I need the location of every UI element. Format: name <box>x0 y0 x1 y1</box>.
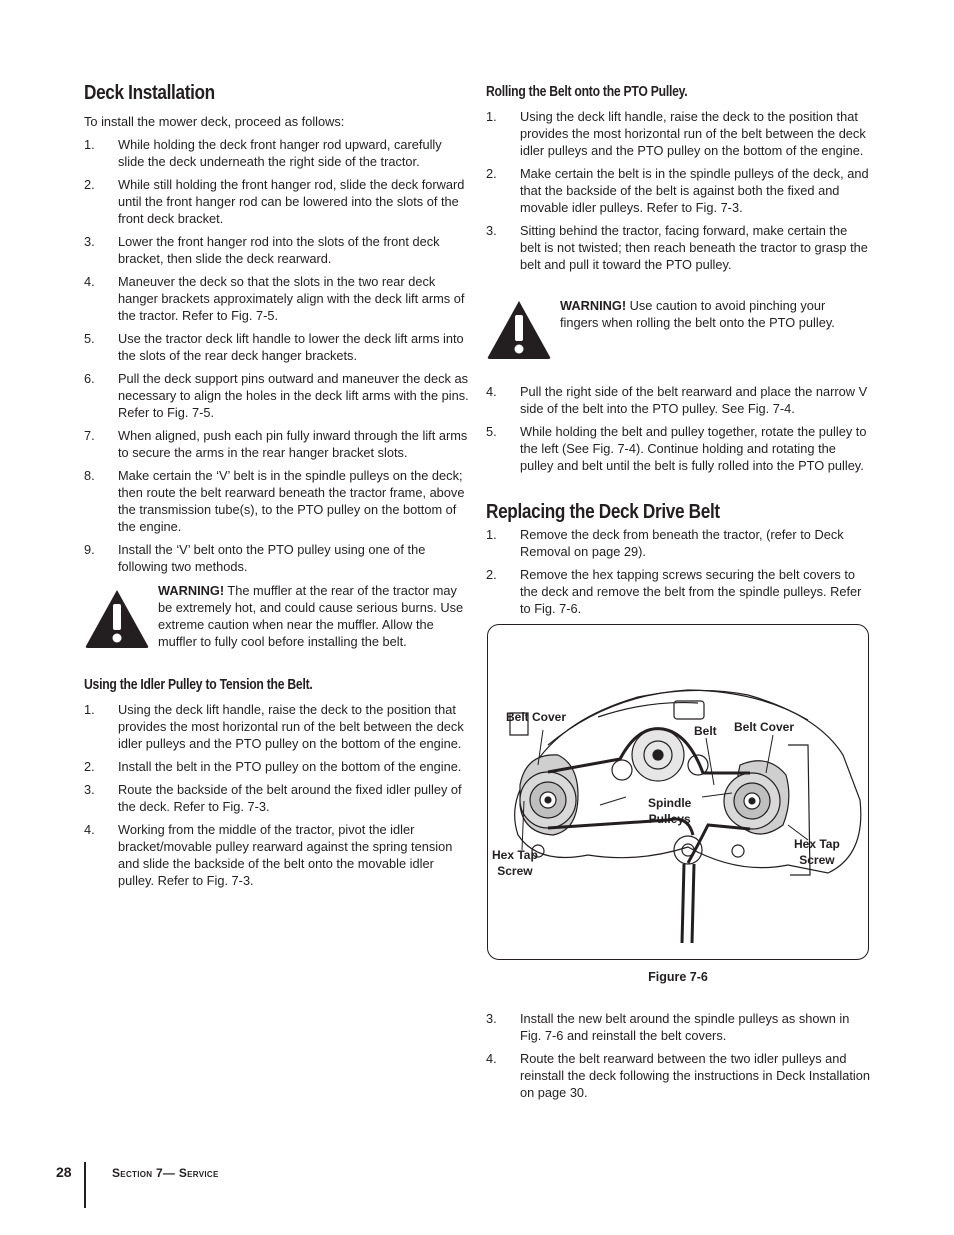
list-item <box>84 233 470 267</box>
step-number: 8. <box>84 468 95 483</box>
step-number: 4. <box>486 1051 497 1066</box>
step-text: Sitting behind the tractor, facing forward, make certain the belt is not twisted; then reach beneath the tractor to grasp the belt and pull it toward the PTO pulley. <box>520 223 868 272</box>
pinching-warning <box>486 297 870 359</box>
step-text: Maneuver the deck so that the slots in the two rear deck hanger brackets approximately align with the deck lift arms of the tractor. Refer to Fig. 7-5. <box>118 274 465 323</box>
step-number: 2. <box>486 567 497 582</box>
idler-pulley-subtitle: Using the Idler Pulley to Tension the Belt. <box>84 677 313 693</box>
step-number: 1. <box>84 137 95 152</box>
step-number: 9. <box>84 542 95 557</box>
rolling-belt-steps-a <box>486 108 870 279</box>
step-number: 4. <box>84 822 95 837</box>
step-number: 5. <box>84 331 95 346</box>
list-item <box>84 701 470 752</box>
warning-label: WARNING! <box>560 298 627 313</box>
step-number: 6. <box>84 371 95 386</box>
list-item <box>486 222 870 273</box>
label-belt-cover-left: Belt Cover <box>506 710 567 724</box>
step-number: 1. <box>486 109 497 124</box>
list-item <box>486 1050 870 1101</box>
label-hex-tap-right <box>794 836 840 868</box>
list-item <box>84 758 470 775</box>
step-text: Using the deck lift handle, raise the deck to the position that provides the most horizontal run of the belt between the deck idler pulleys and the PTO pulley on the bottom of the engine. <box>520 109 866 158</box>
step-number: 2. <box>84 759 95 774</box>
list-item <box>84 136 470 170</box>
deck-installation-steps <box>84 136 470 581</box>
list-item <box>486 1010 870 1044</box>
step-text: While holding the belt and pulley together, rotate the pulley to the left (See Fig. 7-4). Continue holding and rotating the pulley and belt until the belt is fully rolled into the PTO pulley. <box>520 424 867 473</box>
step-number: 3. <box>84 234 95 249</box>
step-number: 4. <box>486 384 497 399</box>
list-item <box>84 467 470 535</box>
list-item <box>84 781 470 815</box>
step-number: 7. <box>84 428 95 443</box>
warning-text <box>158 582 470 650</box>
list-item <box>486 165 870 216</box>
idler-pulley-steps <box>84 701 470 895</box>
step-text: Use the tractor deck lift handle to lower the deck lift arms into the slots of the rear deck hanger brackets. <box>118 331 464 363</box>
label-spindle-line2: Pulleys <box>648 812 691 826</box>
figure-7-6 <box>487 624 869 960</box>
list-item <box>486 423 870 474</box>
footer-section-title: Section 7— Service <box>112 1166 219 1180</box>
label-hex-left-line1: Hex Tap <box>492 848 538 862</box>
list-item <box>84 541 470 575</box>
step-text: While holding the deck front hanger rod upward, carefully slide the deck underneath the right side of the tractor. <box>118 137 442 169</box>
step-number: 5. <box>486 424 497 439</box>
step-text: Route the backside of the belt around the fixed idler pulley of the deck. Refer to Fig. 7-3. <box>118 782 462 814</box>
label-hex-left-line2: Screw <box>497 864 533 878</box>
step-text: Install the ‘V’ belt onto the PTO pulley using one of the following two methods. <box>118 542 426 574</box>
list-item <box>486 526 870 560</box>
warning-icon <box>84 588 150 648</box>
muffler-warning <box>84 582 470 666</box>
warning-body: The muffler at the rear of the tractor may be extremely hot, and could cause serious burns. Use extreme caution when near the muffler. Allow the muffler to fully cool before installing the belt. <box>158 583 464 649</box>
list-item <box>486 383 870 417</box>
step-number: 2. <box>486 166 497 181</box>
replacing-belt-steps-a <box>486 526 870 623</box>
warning-body: Use caution to avoid pinching your fingers when rolling the belt onto the PTO pulley. <box>560 298 835 330</box>
rolling-belt-subtitle: Rolling the Belt onto the PTO Pulley. <box>486 84 688 100</box>
list-item <box>486 566 870 617</box>
label-hex-tap-left <box>492 847 538 879</box>
list-item <box>84 427 470 461</box>
warning-label: WARNING! <box>158 583 225 598</box>
step-text: Install the belt in the PTO pulley on the bottom of the engine. <box>118 759 462 774</box>
step-text: Make certain the belt is in the spindle pulleys of the deck, and that the backside of the belt is against both the fixed and movable idler pulleys. Refer to Fig. 7-3. <box>520 166 869 215</box>
step-text: Pull the deck support pins outward and maneuver the deck as necessary to align the holes in the deck lift arms with the pins. Refer to Fig. 7-5. <box>118 371 469 420</box>
step-number: 4. <box>84 274 95 289</box>
step-text: Make certain the ‘V’ belt is in the spindle pulleys on the deck; then route the belt rearward beneath the tractor frame, above the transmission tube(s), to the PTO pulley on the bottom of the engine. <box>118 468 465 534</box>
warning-icon <box>486 299 552 359</box>
section-title-replacing-belt: Replacing the Deck Drive Belt <box>486 501 720 523</box>
list-item <box>84 176 470 227</box>
step-text: Using the deck lift handle, raise the deck to the position that provides the most horizontal run of the belt between the deck idler pulleys and the PTO pulley on the bottom of the engine. <box>118 702 464 751</box>
label-belt-cover-right: Belt Cover <box>734 720 795 734</box>
step-text: Remove the deck from beneath the tractor, (refer to Deck Removal on page 29). <box>520 527 844 559</box>
step-text: When aligned, push each pin fully inward through the lift arms to secure the arms in the rear hanger bracket slots. <box>118 428 468 460</box>
section-title-deck-installation: Deck Installation <box>84 82 215 104</box>
warning-text <box>560 297 866 331</box>
step-number: 1. <box>486 527 497 542</box>
intro-text: To install the mower deck, proceed as follows: <box>84 114 345 129</box>
label-belt: Belt <box>694 724 717 738</box>
list-item <box>486 108 870 159</box>
step-text: Pull the right side of the belt rearward and place the narrow V side of the belt into the PTO pulley. See Fig. 7-4. <box>520 384 868 416</box>
page-number: 28 <box>56 1164 72 1180</box>
replacing-belt-steps-b <box>486 1010 870 1107</box>
label-spindle-pulleys <box>648 795 691 827</box>
rolling-belt-steps-b <box>486 383 870 480</box>
figure-caption: Figure 7-6 <box>648 970 708 984</box>
step-text: Lower the front hanger rod into the slots of the front deck bracket, then slide the deck rearward. <box>118 234 440 266</box>
list-item <box>84 330 470 364</box>
label-spindle-line1: Spindle <box>648 796 692 810</box>
label-hex-right-line1: Hex Tap <box>794 837 840 851</box>
list-item <box>84 370 470 421</box>
mower-deck-illustration <box>488 625 868 959</box>
step-number: 2. <box>84 177 95 192</box>
step-number: 3. <box>84 782 95 797</box>
step-text: Install the new belt around the spindle pulleys as shown in Fig. 7-6 and reinstall the belt covers. <box>520 1011 850 1043</box>
step-text: Route the belt rearward between the two idler pulleys and reinstall the deck following the instructions in Deck Installation on page 30. <box>520 1051 870 1100</box>
list-item <box>84 821 470 889</box>
step-number: 3. <box>486 223 497 238</box>
step-number: 3. <box>486 1011 497 1026</box>
step-number: 1. <box>84 702 95 717</box>
footer-divider <box>84 1162 86 1208</box>
step-text: Remove the hex tapping screws securing the belt covers to the deck and remove the belt from the spindle pulleys. Refer to Fig. 7-6. <box>520 567 862 616</box>
label-hex-right-line2: Screw <box>799 853 835 867</box>
list-item <box>84 273 470 324</box>
step-text: Working from the middle of the tractor, pivot the idler bracket/movable pulley rearward against the spring tension and slide the backside of the belt onto the movable idler pulley. Refer to Fig. 7-3. <box>118 822 453 888</box>
step-text: While still holding the front hanger rod, slide the deck forward until the front hanger rod can be lowered into the slots of the front deck bracket. <box>118 177 465 226</box>
